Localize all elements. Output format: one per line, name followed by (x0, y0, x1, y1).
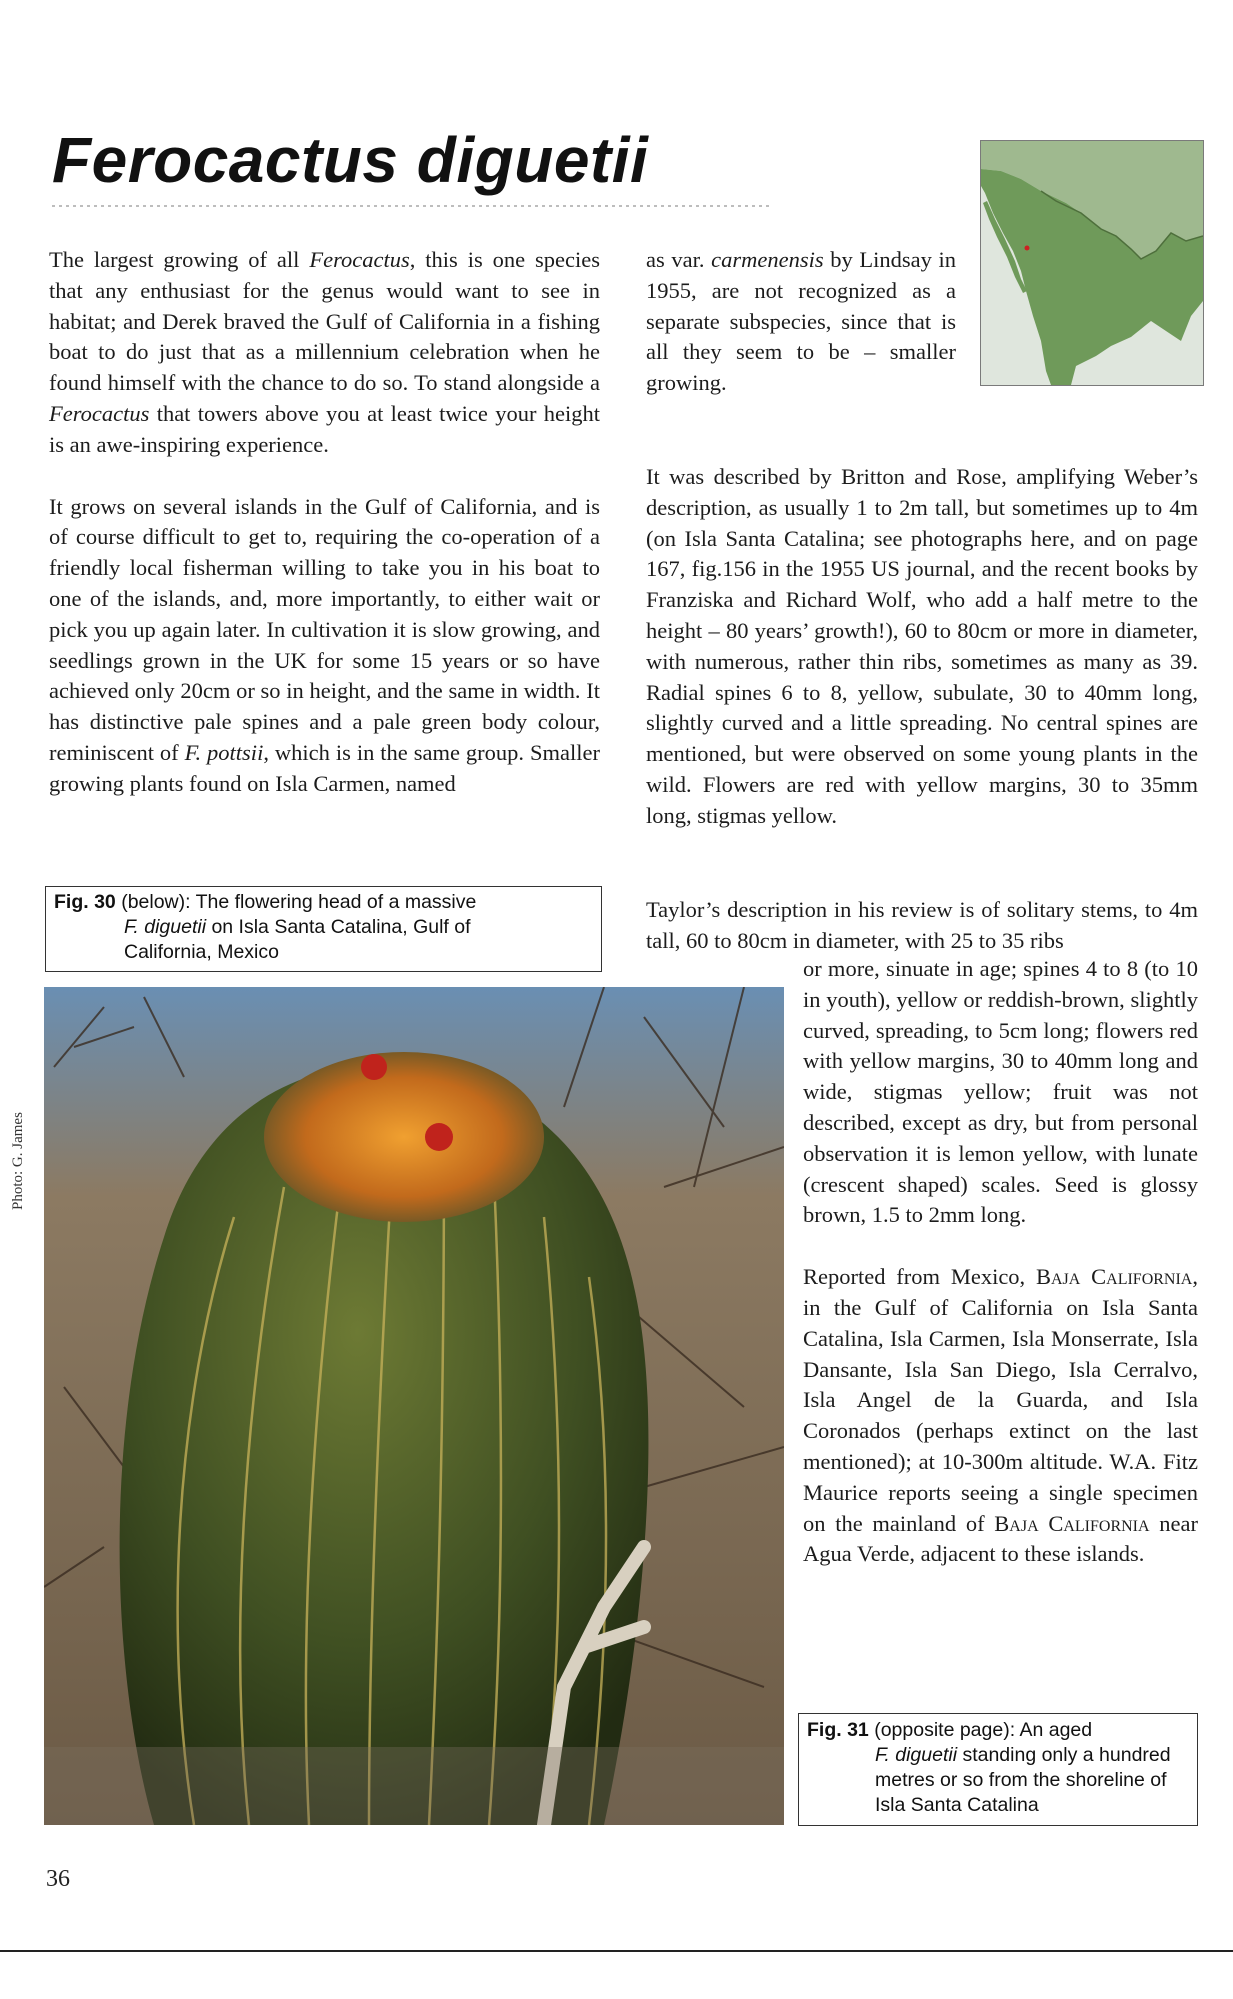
paragraph: It grows on several islands in the Gulf of California, and is of course difficult to get to, requiring the co-operation of a friendly local fisherman willing to take you in his boat to one of the islands, and, more importantly, to either wait or pick you up again later. In cultivation it is slow growing, and seedlings grown in the UK for some 15 years or so have achieved only 20cm or so in height, and the same in width. It has distinctive pale spines and a pale green body colour, reminiscent of F. pottsii, which is in the same group. Smaller growing plants found on Isla Carmen, named (49, 493, 600, 796)
page-title: Ferocactus diguetii (52, 124, 649, 196)
photo-credit (10, 1112, 30, 1210)
body-column-right-wide (646, 895, 1198, 957)
figure-30-caption: Fig. 30 (below): The flowering head of a massive F. diguetii on Isla Santa Catalina, Gulf of California, Mexico (45, 886, 602, 972)
paragraph: It was described by Britton and Rose, amplifying Weber’s description, as usually 1 to 2m tall, but sometimes up to 4m (on Isla Santa Catalina; see photographs here, and on page 167, fig.156 in the 1955 US journal, and the recent books by Franziska and Richard Wolf, who add a half metre to the height – 80 years’ growth!), 60 to 80cm or more in diameter, with numerous, rather thin ribs, sometimes as many as 39. Radial spines 6 to 8, yellow, subulate, 30 to 40mm long, slightly curved and a little spreading. No central spines are mentioned, but were observed on some young plants in the wild. Flowers are red with yellow margins, 30 to 35mm long, stigmas yellow. (646, 464, 1198, 828)
body-column-narrow (803, 954, 1198, 1601)
flower-icon (361, 1054, 387, 1080)
title-underline (52, 205, 772, 207)
page-number: 36 (46, 1866, 70, 1892)
body-column-left (49, 245, 600, 831)
paragraph: Reported from Mexico, Baja California, in the Gulf of California on Isla Santa Catalina, Isla Carmen, Isla Monserrate, Isla Dansante, Isla San Diego, Isla Cerralvo, Isla Angel de la Guarda, and Isla Coronados (perhaps extinct on the last mentioned); at 10-300m altitude. W.A. Fitz Maurice reports seeing a single specimen on the mainland of Baja California near Agua Verde, adjacent to these islands. (803, 1264, 1198, 1567)
footer-rule (0, 1950, 1233, 1952)
body-column-right (646, 462, 1198, 863)
cactus-illustration (44, 987, 784, 1825)
photo-credit-text: Photo: G. James (10, 1112, 26, 1210)
location-map (980, 140, 1204, 386)
paragraph: Taylor’s description in his review is of solitary stems, to 4m tall, 60 to 80cm in diameter, with 25 to 35 ribs (646, 897, 1198, 953)
flower-icon (425, 1123, 453, 1151)
paragraph: The largest growing of all Ferocactus, this is one species that any enthusiast for the genus would want to see in habitat; and Derek braved the Gulf of California in a fishing boat to do just that as a millennium celebration when he found himself with the chance to do so. To stand alongside a Ferocactus that towers above you at least twice your height is an awe-inspiring experience. (49, 247, 600, 457)
paragraph: as var. carmenensis by Lindsay in 1955, are not recognized as a separate subspecies, since that is all they seem to be – smaller growing. (646, 247, 956, 396)
body-column-right-top (646, 245, 956, 430)
cactus-photo (44, 987, 784, 1825)
figure-31-caption: Fig. 31 (opposite page): An aged F. diguetii standing only a hundred metres or so from the shoreline of Isla Santa Catalina (798, 1713, 1198, 1826)
paragraph: or more, sinuate in age; spines 4 to 8 (to 10 in youth), yellow or reddish-brown, slightly curved, spreading, to 5cm long; flowers red with yellow margins, 30 to 40mm long and wide, stigmas yellow; fruit was not described, except as dry, but from personal observation it is lemon yellow, with lunate (crescent shaped) scales. Seed is glossy brown, 1.5 to 2mm long. (803, 956, 1198, 1228)
mexico-map-icon (981, 141, 1203, 385)
